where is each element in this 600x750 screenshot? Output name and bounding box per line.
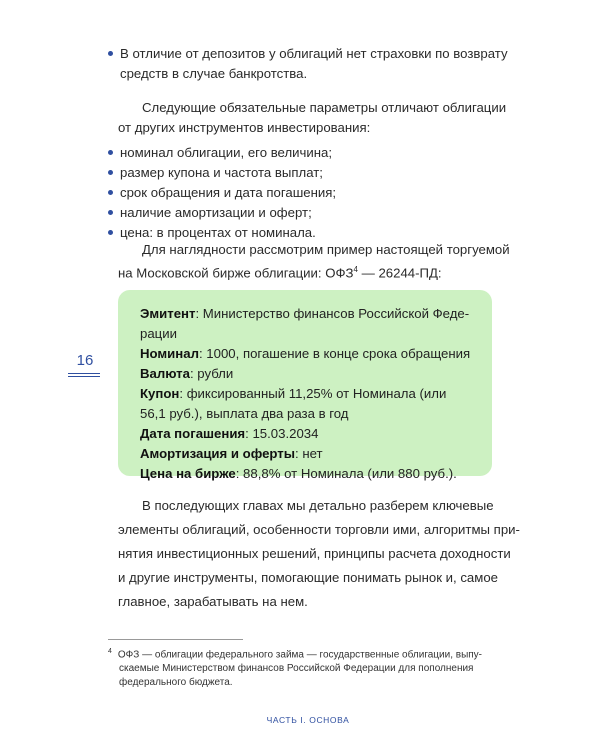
maturity-row — [140, 424, 485, 444]
example-line1: Для наглядности рассмотрим пример настоящей торгуемой — [142, 242, 510, 257]
intro-line1: Следующие обязательные параметры отличают облигации — [142, 100, 507, 115]
list-item — [108, 143, 528, 163]
closing-line3: нятия инвестиционных решений, принципы расчета доходности — [118, 546, 511, 561]
maturity-value: : 15.03.2034 — [245, 426, 319, 441]
currency-row — [140, 364, 485, 384]
footnote-line1 — [108, 645, 530, 662]
footnote-line2: скаемые Министерством финансов Российской Федерации для пополнения — [119, 663, 474, 675]
currency-label: Валюта — [140, 366, 190, 381]
issuer-row — [140, 304, 485, 344]
footnote-separator — [108, 639, 243, 640]
maturity-label: Дата погашения — [140, 426, 246, 441]
list-item — [108, 163, 528, 183]
coupon-row — [140, 384, 485, 424]
list-item-text: срок обращения и дата погашения; — [120, 185, 337, 200]
closing-line2: элементы облигаций, особенности торговли ими, алгоритмы при- — [118, 522, 520, 537]
amortization-label: Амортизация и оферты — [140, 446, 296, 461]
example-line2-prefix: на Московской бирже облигации: ОФЗ — [118, 265, 354, 281]
issuer-value: : Министерство финансов Российской Феде- — [195, 306, 470, 321]
bullet-text-line2: средств в случае банкротства. — [120, 66, 308, 81]
closing-paragraph — [118, 494, 532, 614]
issuer-label: Эмитент — [140, 306, 196, 321]
price-value: : 88,8% от Номинала (или 880 руб.). — [235, 466, 457, 481]
coupon-label: Купон — [140, 386, 180, 401]
price-row — [140, 464, 485, 484]
footnote — [108, 645, 530, 690]
parameters-list — [108, 143, 528, 243]
nominal-row — [140, 344, 485, 364]
footnote-line3: федерального бюджета. — [119, 677, 233, 689]
example-line2-suffix: — 26244-ПД: — [357, 265, 442, 281]
currency-value: : рубли — [189, 366, 234, 381]
list-item-text: номинал облигации, его величина; — [120, 145, 333, 160]
coupon-value: : фиксированный 11,25% от Номинала (или — [179, 386, 447, 401]
closing-line4: и другие инструменты, помогающие понимать рынок и, самое — [118, 570, 498, 585]
intro-line2: от других инструментов инвестирования: — [118, 120, 371, 135]
page-number-rule — [68, 376, 100, 377]
list-item — [108, 203, 528, 223]
amortization-row — [140, 444, 485, 464]
list-item-text: наличие амортизации и оферт; — [120, 205, 312, 220]
page-number: 16 — [76, 352, 94, 369]
closing-line5: главное, зарабатывать на нем. — [118, 594, 308, 609]
footnote-marker: 4 — [108, 648, 112, 655]
amortization-value: : нет — [295, 446, 323, 461]
closing-line1: В последующих главах мы детально разберем ключевые — [142, 498, 494, 513]
price-label: Цена на бирже — [140, 466, 236, 481]
bullet-item — [108, 44, 528, 84]
footnote-text-line1: ОФЗ — облигации федерального займа — государственные облигации, выпу- — [117, 649, 483, 661]
coupon-value-cont: 56,1 руб.), выплата два раза в год — [140, 406, 349, 421]
issuer-value-cont: рации — [140, 326, 177, 341]
footnote-reference: 4 — [353, 265, 358, 274]
example-paragraph — [118, 240, 533, 283]
nominal-value: : 1000, погашение в конце срока обращения — [198, 346, 471, 361]
list-item-text: цена: в процентах от номинала. — [120, 225, 316, 240]
nominal-label: Номинал — [140, 346, 199, 361]
intro-paragraph — [118, 98, 533, 138]
list-item-text: размер купона и частота выплат; — [120, 165, 323, 180]
running-footer: ЧАСТЬ I. ОСНОВА — [266, 715, 350, 725]
top-bullet — [108, 44, 528, 84]
bond-info-content — [140, 304, 485, 484]
bullet-text-line1: В отличие от депозитов у облигаций нет страховки по возврату — [120, 46, 508, 61]
list-item — [108, 183, 528, 203]
page-number-rule — [68, 373, 100, 374]
